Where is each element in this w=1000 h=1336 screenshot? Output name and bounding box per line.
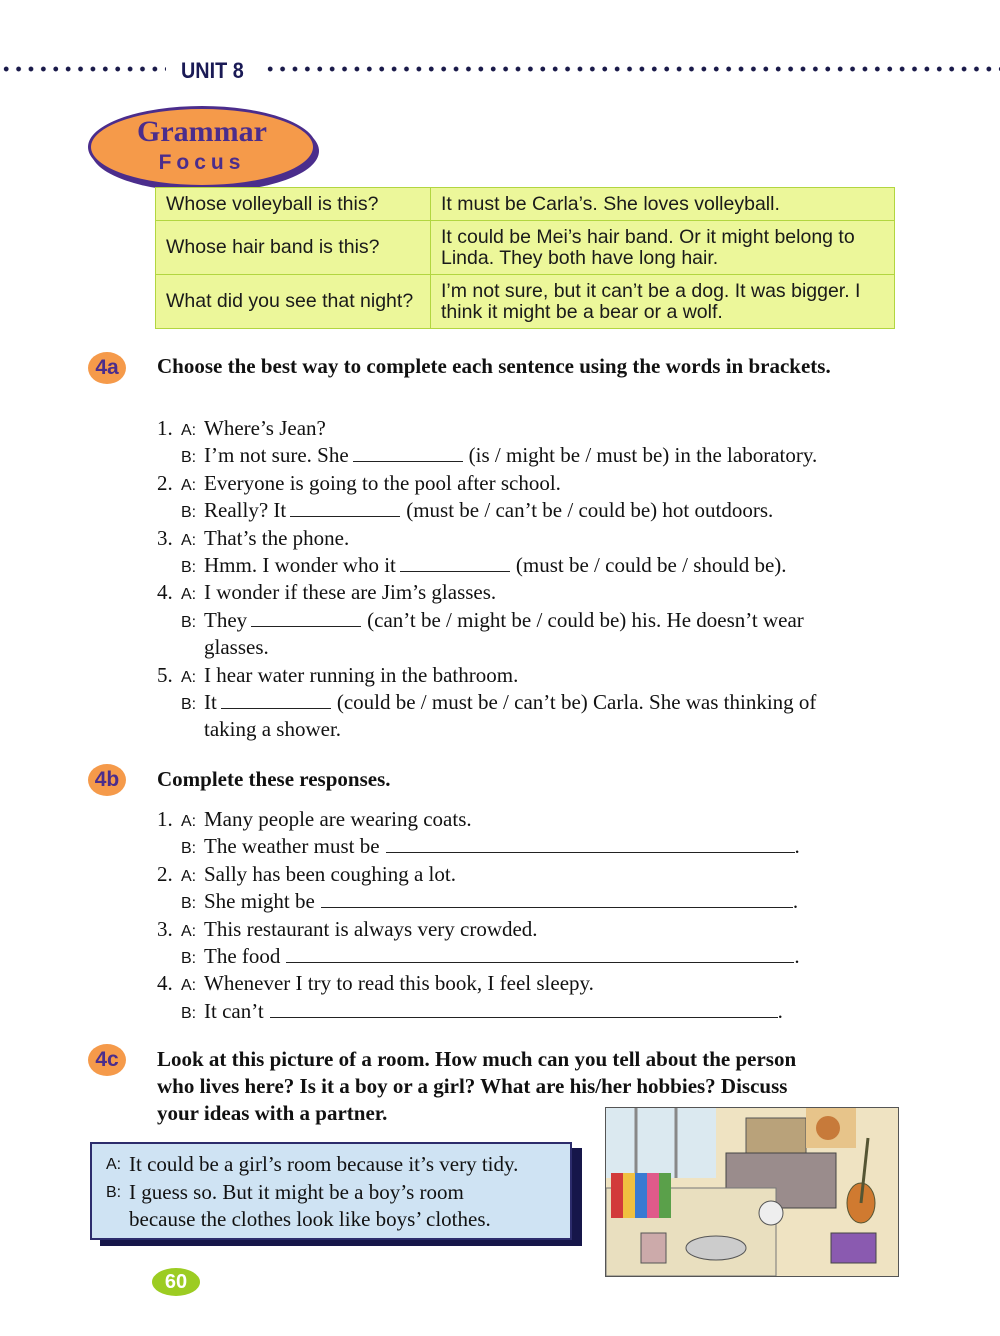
speaker-label: B: [181,449,197,467]
dialogue-a-line: It could be a girl’s room because it’s very tidy. [129,1152,519,1176]
dialogue-b-line: because the clothes look like boys’ clothes. [129,1207,491,1231]
options-text: (is / might be / must be) in the laboratory. [468,443,818,468]
exercise-4c-badge: 4c [88,1044,126,1076]
period: . [792,889,799,914]
answer-blank[interactable] [400,555,510,572]
response-text: It [204,690,217,714]
question-text: That’s the phone. [204,525,350,550]
speaker-label: A: [181,922,197,940]
line-text [204,416,326,440]
instruction-line: your ideas with a partner. [157,1101,388,1125]
line-text [204,999,783,1023]
line-text [204,471,561,495]
speaker-label: B: [181,840,197,858]
answer-blank[interactable] [321,891,793,908]
answer-line: It could be Mei’s hair band. Or it might belong to [441,225,855,248]
response-continuation: glasses. [204,635,269,660]
question-cell: Whose volleyball is this? [156,188,431,221]
item-number: 2. [157,861,173,886]
item-number: 4. [157,580,173,605]
answer-blank[interactable] [290,500,400,517]
question-cell: What did you see that night? [156,275,431,329]
line-text [204,580,496,604]
answer-line: I’m not sure, but it can’t be a dog. It was bigger. I [441,279,861,302]
room-illustration [605,1107,899,1277]
speaker-label: A: [181,531,197,549]
line-text [204,944,800,968]
page-number: 60 [152,1268,200,1296]
response-continuation: taking a shower. [204,717,342,742]
question-text: Many people are wearing coats. [204,807,472,831]
item-number: 3. [157,525,173,550]
answer-blank[interactable] [221,692,331,709]
grammar-focus-table [155,187,895,329]
item-number: 2. [157,470,173,495]
question-text: I wonder if these are Jim’s glasses. [204,580,497,605]
speaker-label: B: [181,950,197,967]
line-text [204,834,800,858]
speaker-label: A: [181,476,197,494]
response-text: The weather must be [204,834,380,859]
speaker-label: A: [181,977,197,995]
speaker-label: A: [181,586,197,604]
exercise-4b-badge: 4b [88,764,126,796]
options-text: (must be / can’t be / could be) hot outdoors. [406,498,774,523]
options-text: (can’t be / might be / could be) his. He doesn’t wear [367,607,804,632]
question-text: I hear water running in the bathroom. [204,662,519,687]
answer-line: It must be Carla’s. She loves volleyball. [441,192,780,215]
line-text [204,608,804,632]
header-dots-right [264,64,1000,74]
table-row [156,188,895,221]
table-row [156,221,895,275]
question-cell: Whose hair band is this? [156,221,431,275]
speaker-label: A: [181,867,197,885]
question-text: Sally has been coughing a lot. [204,861,456,886]
grammar-focus-title: Grammar [137,115,267,148]
line-text [204,635,269,659]
line-text [204,663,518,687]
item-number: 4. [157,971,173,996]
item-number: 3. [157,916,173,941]
response-text: It can’t [204,998,264,1023]
speaker-b-label: B: [106,1184,122,1201]
grammar-focus-logo [88,106,316,188]
answer-blank[interactable] [386,836,795,853]
table-row [156,275,895,329]
grammar-focus-subtitle: Focus [158,151,246,174]
example-dialogue-box [90,1142,572,1240]
exercise-4a-badge: 4a [88,352,126,384]
line-text [204,690,816,714]
speaker-label: B: [181,504,197,522]
response-text: She might be [204,889,315,914]
speaker-label: B: [181,613,197,631]
item-number: 5. [157,662,173,687]
answer-blank[interactable] [286,946,794,963]
instruction-line: who lives here? Is it a boy or a girl? What are his/her hobbies? Discuss [157,1074,788,1098]
period: . [794,944,800,968]
question-text: Where’s Jean? [204,416,326,440]
response-text: I’m not sure. She [204,443,349,468]
speaker-a-label: A: [106,1156,122,1173]
line-text [204,553,787,577]
line-text [204,526,349,550]
question-text: Whenever I try to read this book, I feel sleepy. [204,971,594,996]
line-text [204,498,773,522]
answer-cell [431,221,895,275]
line-text [204,443,817,467]
item-number: 1. [157,416,173,440]
unit-title: UNIT 8 [181,58,244,83]
line-text [204,717,341,741]
period: . [794,834,800,859]
answer-line: think it might be a bear or a wolf. [441,300,723,323]
period: . [777,998,783,1023]
item-number: 1. [157,807,173,831]
line-text [204,917,538,941]
answer-cell [431,188,895,221]
speaker-label: A: [181,668,197,686]
line-text [204,807,472,831]
dialogue-b-line: I guess so. But it might be a boy’s room [129,1180,464,1204]
response-text: The food [204,944,281,968]
line-text [204,971,594,995]
speaker-label: A: [181,813,197,830]
answer-cell [431,275,895,329]
response-text: Hmm. I wonder who it [204,553,396,577]
line-text [204,889,798,913]
response-text: Really? It [204,498,287,523]
header-dots-left [0,64,166,74]
speaker-label: B: [181,559,197,576]
question-text: This restaurant is always very crowded. [204,916,538,941]
options-text: (could be / must be / can’t be) Carla. She was thinking of [336,690,817,714]
speaker-label: B: [181,696,197,713]
answer-blank[interactable] [353,445,463,462]
answer-line: Linda. They both have long hair. [441,246,719,269]
speaker-label: A: [181,422,197,439]
speaker-label: B: [181,1004,197,1022]
exercise-4b-instruction: Complete these responses. [157,767,391,791]
options-text: (must be / could be / should be). [515,553,787,577]
answer-blank[interactable] [270,1001,778,1018]
exercise-4a-instruction: Choose the best way to complete each sentence using the words in brackets. [157,354,831,378]
instruction-line: Look at this picture of a room. How much can you tell about the person [157,1047,797,1071]
answer-blank[interactable] [251,610,361,627]
response-text: They [204,607,248,632]
question-text: Everyone is going to the pool after school. [204,470,561,495]
speaker-label: B: [181,895,197,913]
line-text [204,862,456,886]
